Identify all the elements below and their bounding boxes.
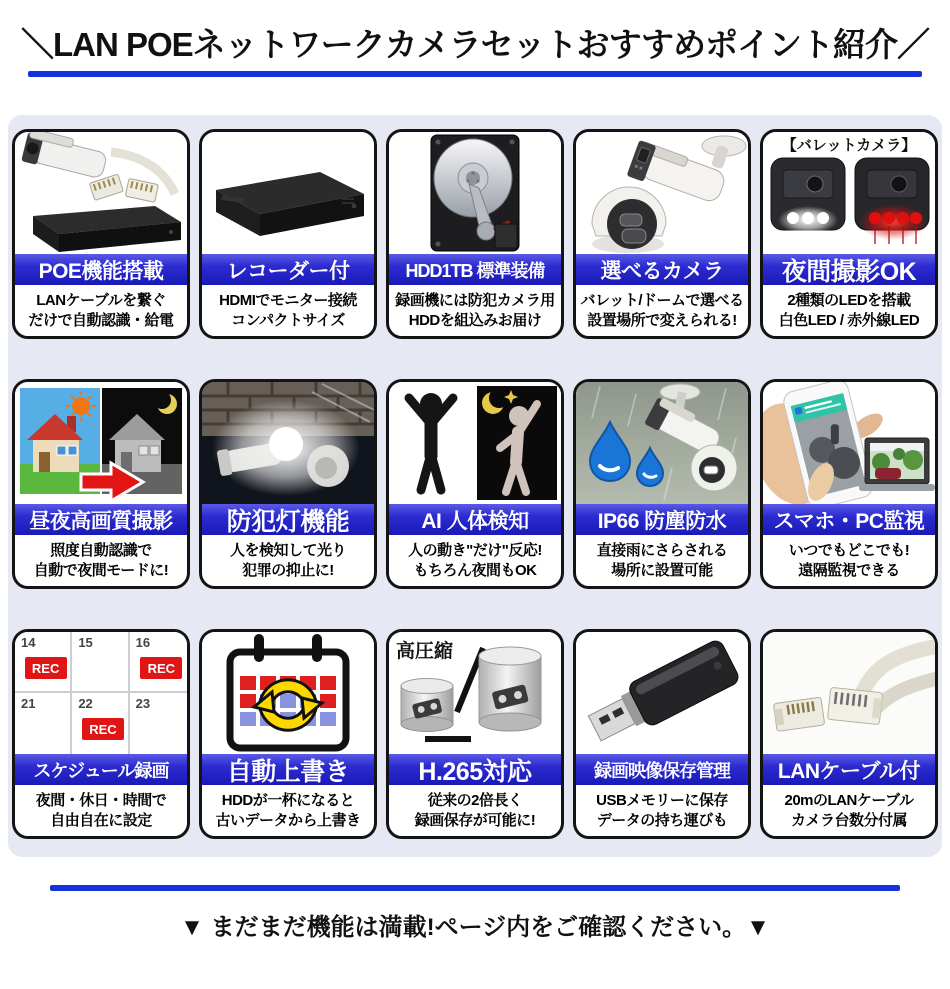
night-vision-desc-line2: 白色LED / 赤外線LED [778, 311, 920, 329]
ai-detection-illustration [389, 382, 561, 504]
hdd-desc [389, 285, 561, 336]
calendar-cell-14 [15, 632, 72, 693]
lan-cable-illustration [763, 632, 935, 754]
usb-backup-photo [576, 632, 748, 754]
camera-choice-desc [576, 285, 748, 336]
auto-overwrite-desc-line2: 古いデータから上書き [215, 811, 361, 829]
ai-detection-pictogram [389, 382, 561, 504]
day-night-desc [15, 535, 187, 586]
calendar-date: 23 [135, 696, 151, 712]
security-light-desc-line2: 犯罪の抑止に! [242, 561, 334, 579]
card-recorder [199, 129, 377, 339]
poe-illustration [15, 132, 187, 254]
card-security-light [199, 379, 377, 589]
security-light-photo [202, 382, 374, 504]
remote-monitoring-desc-line2: 遠隔監視できる [798, 561, 900, 579]
lan-cable-desc [763, 785, 935, 836]
security-light-title: 防犯灯機能 [202, 504, 374, 535]
overwrite-calendar-illustration [202, 632, 374, 754]
hdd-illustration [389, 132, 561, 254]
h265-title: H.265対応 [389, 754, 561, 785]
h265-photo [389, 632, 561, 754]
card-hdd [386, 129, 564, 339]
feature-grid [8, 129, 942, 839]
day-night-desc-line1: 照度自動認識で [50, 542, 152, 560]
night-vision-photo [763, 132, 935, 254]
schedule-calendar-photo [15, 632, 187, 754]
schedule-calendar [15, 632, 187, 754]
usb-backup-desc-line2: データの持ち運びも [596, 811, 728, 829]
poe-desc-line1: LANケーブルを繋ぐ [36, 292, 166, 310]
lan-cable-desc-line2: カメラ台数分付属 [790, 811, 907, 829]
ip66-photo [576, 382, 748, 504]
feature-panel [8, 115, 942, 857]
card-usb-backup [573, 629, 751, 839]
card-day-night [12, 379, 190, 589]
card-lan-cable [760, 629, 938, 839]
h265-desc-line1: 従来の2倍長く [427, 792, 523, 810]
recorder-desc-line1: HDMIでモニター接続 [219, 292, 357, 310]
usb-drive-illustration [576, 632, 748, 754]
card-remote-monitoring [760, 379, 938, 589]
camera-choice-desc-line1: バレット/ドームで選べる [580, 292, 744, 310]
lan-cable-title: LANケーブル付 [763, 754, 935, 785]
calendar-cell-16 [130, 632, 187, 693]
hdd-photo [389, 132, 561, 254]
day-night-illustration [15, 382, 187, 504]
ip66-title: IP66 防塵防水 [576, 504, 748, 535]
camera-choice-desc-line2: 設置場所で変えられる! [587, 311, 737, 329]
auto-overwrite-icon [202, 632, 374, 754]
calendar-date: 15 [78, 635, 93, 651]
calendar-date: 14 [21, 635, 36, 651]
poe-photo [15, 132, 187, 254]
lan-cable-desc-line1: 20mのLANケーブル [784, 792, 914, 810]
h265-desc-line2: 録画保存が可能に! [414, 811, 536, 829]
recorder-photo [202, 132, 374, 254]
ip66-desc [576, 535, 748, 586]
card-night-vision [760, 129, 938, 339]
usb-backup-desc-line1: USBメモリーに保存 [596, 792, 728, 810]
h265-desc [389, 785, 561, 836]
day-night-desc-line2: 自動で夜間モードに! [33, 561, 169, 579]
day-night-title: 昼夜高画質撮影 [15, 504, 187, 535]
card-h265 [386, 629, 564, 839]
auto-overwrite-desc-line1: HDDが一杯になると [221, 792, 355, 810]
card-auto-overwrite [199, 629, 377, 839]
hdd-desc-line2: HDDを組込みお届け [408, 311, 542, 329]
usb-backup-title: 録画映像保存管理 [576, 754, 748, 785]
auto-overwrite-title: 自動上書き [202, 754, 374, 785]
auto-overwrite-desc [202, 785, 374, 836]
remote-monitoring-desc-line1: いつでもどこでも! [788, 542, 910, 560]
ai-detection-title: AI 人体検知 [389, 504, 561, 535]
ip66-desc-line1: 直接雨にさらされる [596, 542, 728, 560]
card-camera-choice [573, 129, 751, 339]
rec-badge: REC [82, 718, 124, 740]
hdd-title: HDD1TB 標準装備 [389, 254, 561, 285]
recorder-illustration [202, 132, 374, 254]
page-title: ＼LAN POEネットワークカメラセットおすすめポイント紹介／ [20, 26, 929, 63]
camera-choice-photo [576, 132, 748, 254]
poe-desc-line2: だけで自動認識・給電 [28, 311, 174, 329]
calendar-date: 21 [21, 696, 36, 712]
header-divider [28, 71, 922, 77]
footer-note: ▼ まだまだ機能は満載!ページ内をご確認ください。▼ [180, 914, 770, 942]
calendar-cell-15 [72, 632, 129, 693]
ip66-desc-line2: 場所に設置可能 [611, 561, 713, 579]
remote-monitoring-illustration [763, 382, 935, 504]
security-light-desc-line1: 人を検知して光り [229, 542, 346, 560]
calendar-date: 22 [78, 696, 93, 712]
schedule-rec-desc-line1: 夜間・休日・時間で [35, 792, 167, 810]
schedule-rec-title: スケジュール録画 [15, 754, 187, 785]
bullet-camera-label: 【バレットカメラ】 [781, 137, 917, 155]
night-vision-desc-line1: 2種類のLEDを搭載 [787, 292, 911, 310]
day-night-photo [15, 382, 187, 504]
night-vision-title: 夜間撮影OK [763, 254, 935, 285]
card-schedule-rec [12, 629, 190, 839]
remote-monitoring-desc [763, 535, 935, 586]
rec-badge: REC [25, 657, 67, 679]
calendar-cell-23 [130, 693, 187, 754]
ip66-illustration [576, 382, 748, 504]
card-ai-detection [386, 379, 564, 589]
ai-detection-desc [389, 535, 561, 586]
remote-monitoring-title: スマホ・PC監視 [763, 504, 935, 535]
rec-badge: REC [140, 657, 182, 679]
card-ip66 [573, 379, 751, 589]
card-poe [12, 129, 190, 339]
high-compression-label: 高圧縮 [396, 641, 454, 663]
camera-choice-illustration [576, 132, 748, 254]
security-light-desc [202, 535, 374, 586]
footer-divider [50, 885, 900, 891]
remote-monitoring-photo [763, 382, 935, 504]
lan-cable-photo [763, 632, 935, 754]
schedule-rec-desc [15, 785, 187, 836]
ai-detection-desc-line1: 人の動き"だけ"反応! [408, 542, 542, 560]
night-vision-desc [763, 285, 935, 336]
poe-title: POE機能搭載 [15, 254, 187, 285]
camera-choice-title: 選べるカメラ [576, 254, 748, 285]
ai-detection-desc-line2: もちろん夜間もOK [413, 561, 537, 579]
hdd-desc-line1: 録画機には防犯カメラ用 [395, 292, 555, 310]
recorder-desc-line2: コンパクトサイズ [231, 311, 345, 329]
recorder-desc [202, 285, 374, 336]
calendar-date: 16 [135, 635, 151, 651]
poe-desc [15, 285, 187, 336]
calendar-cell-21 [15, 693, 72, 754]
security-light-illustration [202, 382, 374, 504]
schedule-rec-desc-line2: 自由自在に設定 [50, 811, 152, 829]
calendar-cell-22 [72, 693, 129, 754]
recorder-title: レコーダー付 [202, 254, 374, 285]
usb-backup-desc [576, 785, 748, 836]
